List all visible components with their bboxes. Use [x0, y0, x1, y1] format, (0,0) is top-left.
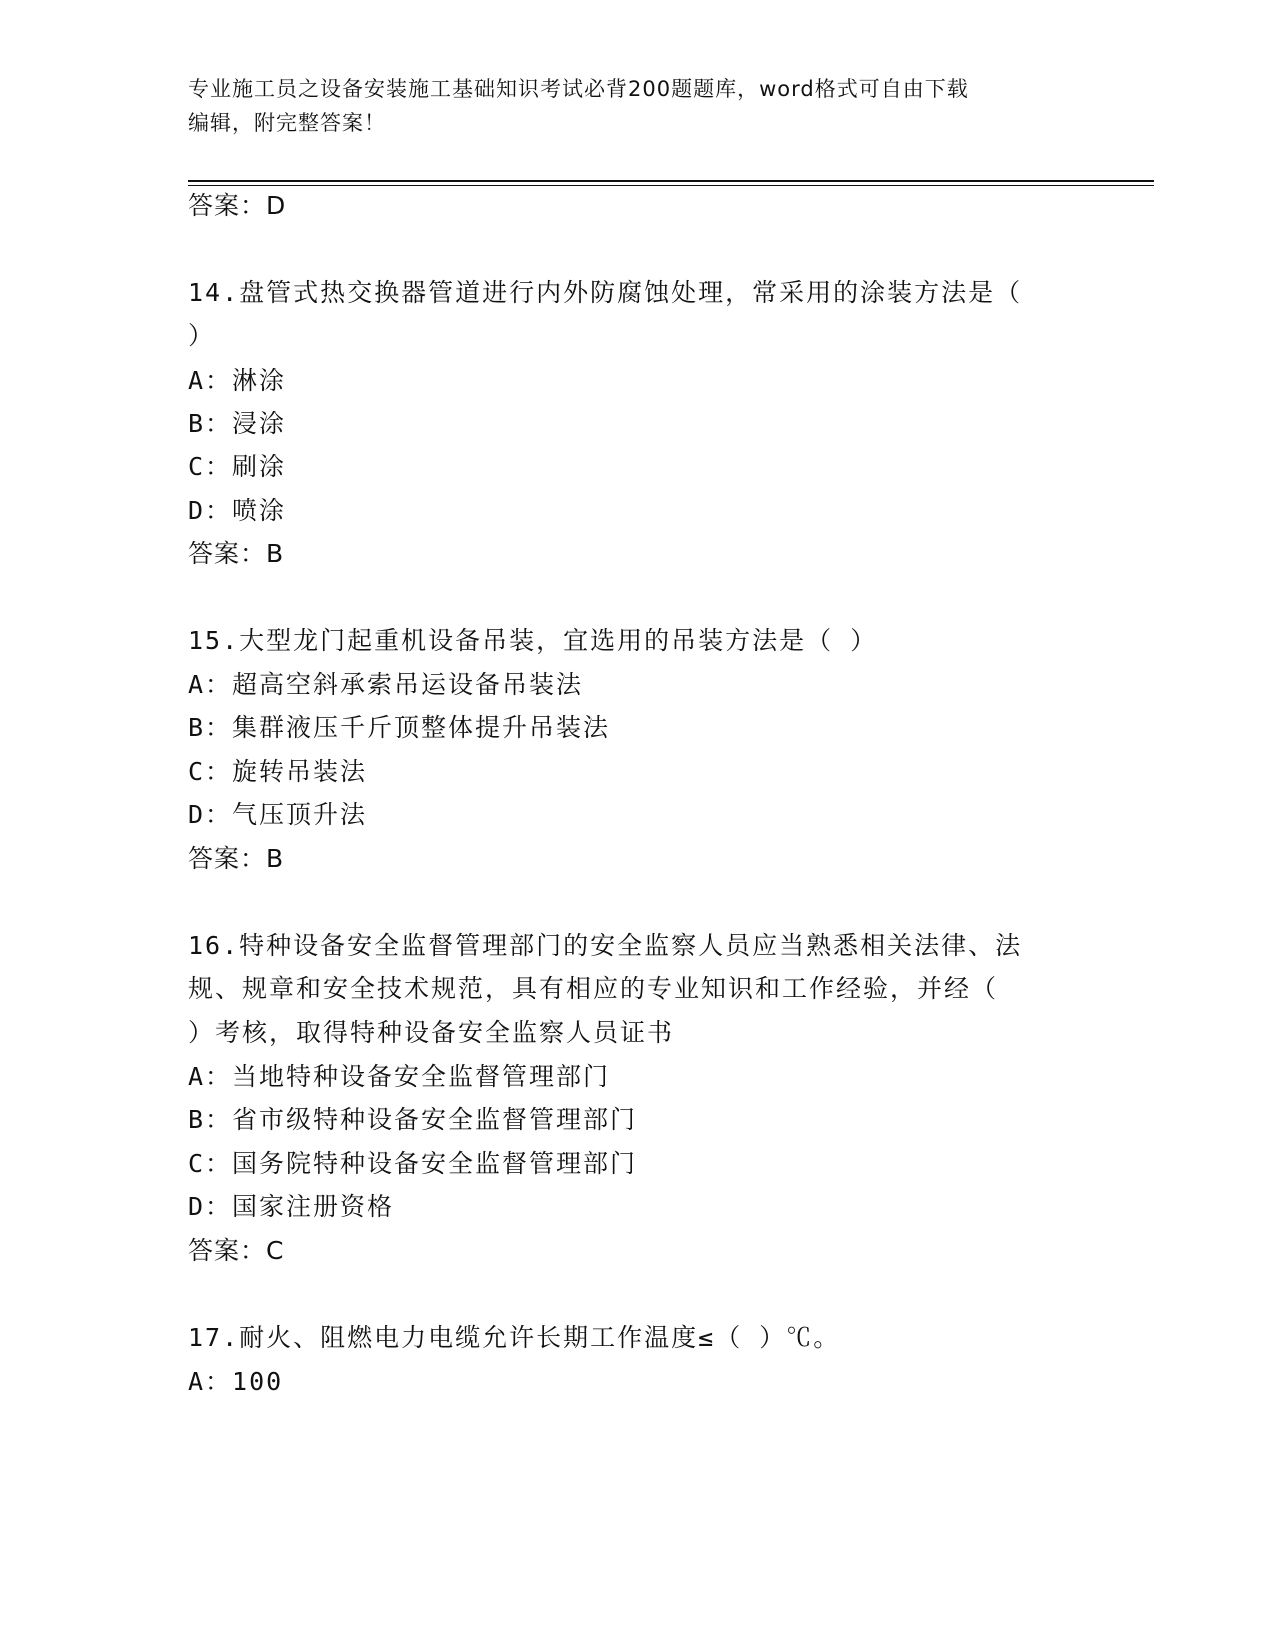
- question-15-option-a: A：超高空斜承索吊运设备吊装法: [188, 670, 584, 699]
- question-17-text: 17.耐火、阻燃电力电缆允许长期工作温度≤（ ）℃。: [188, 1323, 841, 1352]
- question-15-option-d: D：气压顶升法: [188, 800, 368, 829]
- question-16-text-cont-2: ）考核，取得特种设备安全监察人员证书: [188, 1018, 675, 1047]
- header-rule-thick: [188, 180, 1154, 182]
- question-17-option-a: A：100: [188, 1367, 284, 1396]
- question-16-option-a: A：当地特种设备安全监督管理部门: [188, 1062, 611, 1091]
- answer-16: 答案：C: [188, 1236, 285, 1265]
- question-14-option-c: C：刷涂: [188, 452, 287, 481]
- question-16-text: 16.特种设备安全监督管理部门的安全监察人员应当熟悉相关法律、法: [188, 931, 1023, 960]
- question-14-option-a: A：淋涂: [188, 366, 287, 395]
- header-line-1: 专业施工员之设备安装施工基础知识考试必背200题题库，word格式可自由下载: [188, 77, 969, 101]
- question-16-option-b: B：省市级特种设备安全监督管理部门: [188, 1105, 638, 1134]
- answer-15: 答案：B: [188, 844, 285, 873]
- question-14-option-b: B：浸涂: [188, 409, 287, 438]
- header-line-2: 编辑，附完整答案！: [188, 111, 386, 135]
- document-header: [188, 72, 1068, 140]
- question-16-text-cont-1: 规、规章和安全技术规范，具有相应的专业知识和工作经验，并经（: [188, 974, 999, 1003]
- question-14-text: 14.盘管式热交换器管道进行内外防腐蚀处理，常采用的涂装方法是（: [188, 278, 1023, 307]
- question-14-text-cont: ）: [188, 321, 216, 350]
- question-14-option-d: D：喷涂: [188, 496, 287, 525]
- question-16-option-d: D：国家注册资格: [188, 1192, 395, 1221]
- question-15-option-b: B：集群液压千斤顶整体提升吊装法: [188, 713, 611, 742]
- question-15-text: 15.大型龙门起重机设备吊装，宜选用的吊装方法是（ ）: [188, 626, 878, 655]
- question-15-option-c: C：旋转吊装法: [188, 757, 368, 786]
- header-rule-thin: [188, 185, 1154, 186]
- answer-14: 答案：B: [188, 539, 285, 568]
- question-16-option-c: C：国务院特种设备安全监督管理部门: [188, 1149, 638, 1178]
- answer-13: 答案：D: [188, 191, 287, 220]
